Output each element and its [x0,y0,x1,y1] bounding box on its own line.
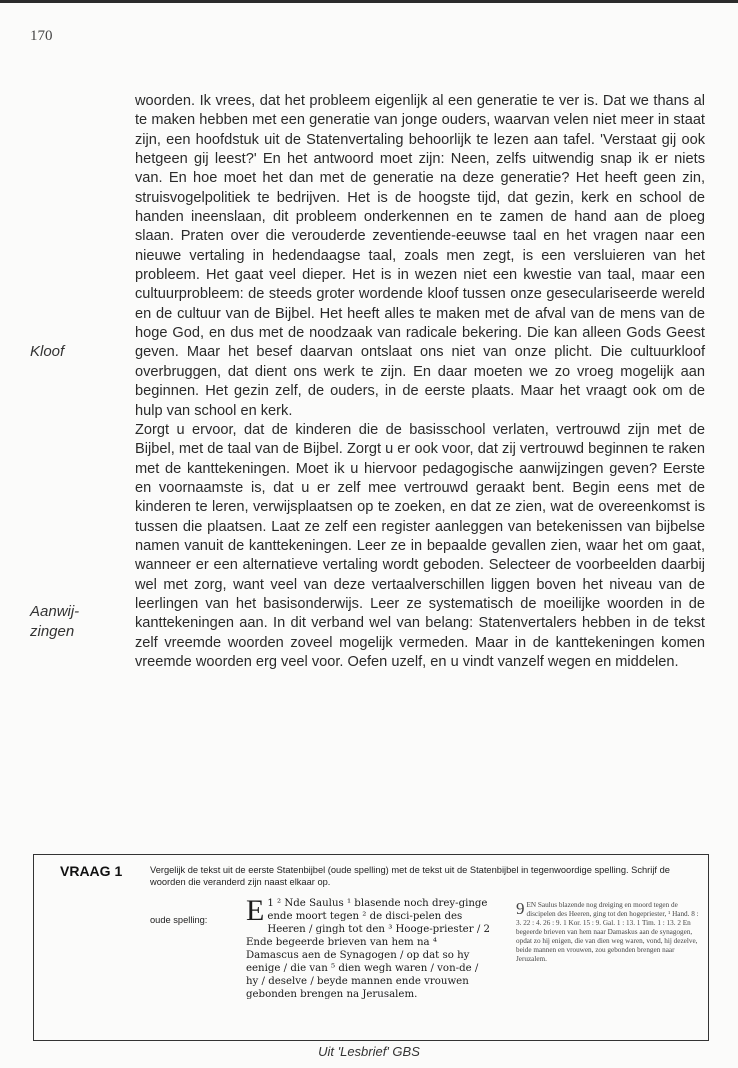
source-credit: Uit 'Lesbrief' GBS [318,1044,420,1059]
exercise-label: VRAAG 1 [60,863,123,879]
exercise-box [33,854,709,1041]
new-spelling-dropcap: 9 [516,899,525,918]
old-spelling-label: oude spelling: [150,915,208,925]
old-spelling-dropcap: E [246,894,265,927]
new-spelling-text [516,901,701,964]
new-spelling-body: EN Saulus blazende nog dreiging en moord tegen de discipelen des Heeren, ging tot den hogepriester, ¹ Hand. 8 : 3. 22 : 4. 26 : 9. 1 Kor. 15 : 9. Gal. 1 : 13. 1 Tim. 1 : 13. 2 En begeerde brieven van hem naar Damaskus aan de synagogen, opdat zo hij enigen, die van dien weg waren, vond, hij dezelve, beide mannen en vrouwen, zou gebonden brengen naar Jeruzalem. [516,901,699,963]
page-number: 170 [30,28,53,44]
top-rule [0,0,738,3]
old-spelling-text [246,894,490,1001]
old-spelling-body: 1 ² Nde Saulus ¹ blasende noch drey-gingе ende moort tegen ² de disci-pelen des Heeren / gingh tot den ³ Hooge-priester / 2 Ende begeerde brieven van hem na ⁴ Damascus aen de Synagogen / op dat so hy eenige / die van ⁵ dien wegh waren / von-de / hy / deselve / beyde mannen ende vrouwen gebonden brengen na Jerusalem. [246,898,490,1000]
body-paragraph-1: woorden. Ik vrees, dat het probleem eigenlijk al een generatie te ver is. Dat we thans al te maken hebben met een generatie van jonge ouders, waarvan velen niet meer in staat zijn, een hoofdstuk uit de Statenvertaling behoorlijk te lezen aan tafel. 'Verstaat gij ook hetgeen gij leest?' En het antwoord moet zijn: Neen, zelfs uitwendig snap ik er niets van. En hoe moet het dan met de generatie na deze generatie? Het heeft geen zin, struisvogelpolitiek te bedrijven. Het is de hoogste tijd, dat gezin, kerk en school de handen ineenslaan, dit probleem onderkennen en te zamen de hand aan de ploeg slaan. Praten over die verouderde zeventiende-eeuwse taal en het vragen naar een nieuwe vertaling in hedendaagse taal, zoals men zegt, is een versluieren van het probleem. Het gaat veel dieper. Het is in wezen niet een kwestie van taal, maar een cultuurprobleem: de steeds groter wordende kloof tussen onze geseculariseerde wereld en de cultuur van de Bijbel. Het heeft alles te maken met de afval van de mens van de hoge God, en dus met de noodzaak van radicale bekering. Die kan alleen Gods Geest geven. Maar het besef daarvan ontslaat ons niet van onze plicht. Die cultuurkloof overbruggen, dat dient ons werk te zijn. En daar moeten we zo vroeg mogelijk aan beginnen. Het gezin zelf, de ouders, in de eerste plaats. Maar het vraagt ook om de hulp van school en kerk. [135,93,705,419]
body-paragraph-2: Zorgt u ervoor, dat de kinderen die de basisschool verlaten, vertrouwd zijn met de Bijbel, met de taal van de Bijbel. Zorgt u er ook voor, dat zij vertrouwd beginnen te raken met de kanttekeningen. Moet ik u hiervoor pedagogische aanwijzingen geven? Eerste en voornaamste is, dat u er zelf mee vertrouwd geraakt bent. Begin eens met de kinderen te leren, verwijsplaatsen op te zoeken, en dat ze zien, wat de overeenkomst is tussen die plaatsen. Laat ze zelf een register aanleggen van betekenissen van bijbelse namen vanuit de kanttekeningen. Leer ze in bepaalde gevallen zien, waar het om gaat, wanneer er een alternatieve vertaling wordt geboden. Selecteer de voorbeelden daarbij wel met zorg, want veel van deze vertaalverschillen liggen boven het niveau van de leerlingen van het basisonderwijs. Leer ze systematisch de moeilijke woorden in de kanttekeningen aan. In dit verband wel van belang: Statenvertalers hebben in de tekst zelf vreemde woorden zoveel mogelijk vermeden. Maar in de kanttekeningen komen vreemde woorden erg veel voor. Oefen uzelf, en u vindt vanzelf wegen en middelen. [135,421,705,670]
margin-note-kloof: Kloof [30,343,65,360]
margin-note-aanwijzingen-line2: zingen [30,623,75,640]
margin-note-aanwijzingen-line1: Aanwij- [30,603,80,620]
body-text [135,92,705,672]
exercise-instruction: Vergelijk de tekst uit de eerste Statenbijbel (oude spelling) met de tekst uit de Statenbijbel in tegenwoordige spelling. Schrijf de woorden die veranderd zijn naast elkaar op. [150,865,670,887]
margin-note-aanwijzingen [30,602,79,642]
